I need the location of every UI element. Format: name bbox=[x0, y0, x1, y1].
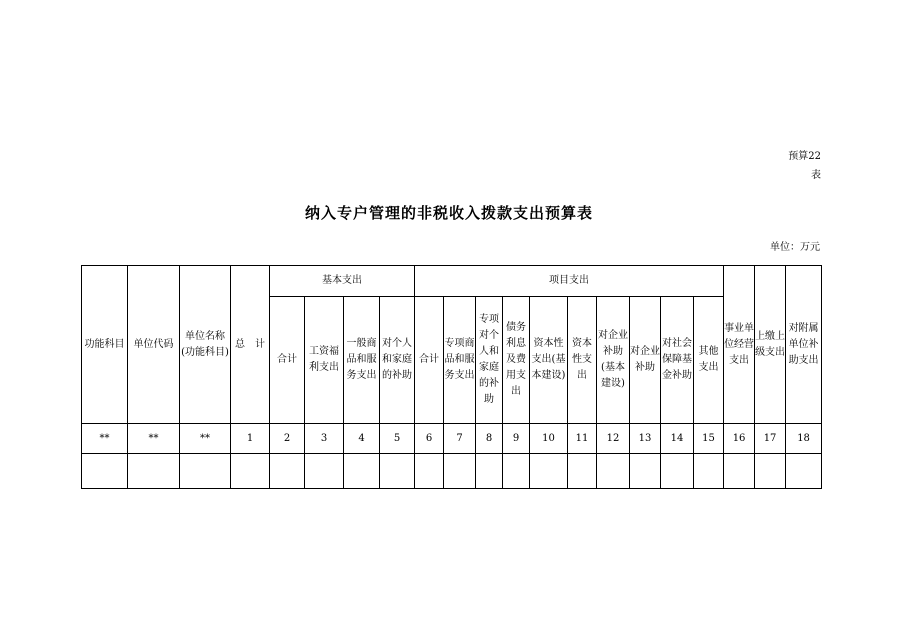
header-proj-goods: 专项商品和服务支出 bbox=[444, 297, 476, 424]
data-cell bbox=[530, 454, 568, 489]
index-cell: 9 bbox=[503, 424, 530, 454]
data-cell bbox=[661, 454, 694, 489]
index-cell: 3 bbox=[305, 424, 344, 454]
header-unit-code: 单位代码 bbox=[128, 266, 180, 424]
index-cell: 2 bbox=[270, 424, 305, 454]
data-cell bbox=[231, 454, 270, 489]
unit-label: 单位：万元 bbox=[770, 242, 820, 253]
header-proj-enterprise-basic: 对企业补助(基本建设) bbox=[597, 297, 630, 424]
data-cell bbox=[444, 454, 476, 489]
index-cell: 11 bbox=[568, 424, 597, 454]
header-proj-other: 其他支出 bbox=[694, 297, 724, 424]
data-cell bbox=[415, 454, 444, 489]
data-cell bbox=[755, 454, 786, 489]
header-total: 总 计 bbox=[231, 266, 270, 424]
data-cell bbox=[82, 454, 128, 489]
header-affiliated-subsidy: 对附属单位补助支出 bbox=[786, 266, 822, 424]
header-group-project: 项目支出 bbox=[415, 266, 724, 297]
header-proj-debt: 债务利息及费用支出 bbox=[503, 297, 530, 424]
data-cell bbox=[180, 454, 231, 489]
index-cell: 10 bbox=[530, 424, 568, 454]
data-cell bbox=[694, 454, 724, 489]
header-func-subject: 功能科目 bbox=[82, 266, 128, 424]
index-cell: 13 bbox=[630, 424, 661, 454]
index-cell: ** bbox=[180, 424, 231, 454]
header-proj-personal: 专项对个人和家庭的补助 bbox=[476, 297, 503, 424]
index-cell: ** bbox=[82, 424, 128, 454]
data-cell bbox=[503, 454, 530, 489]
form-number-line2: 表 bbox=[811, 170, 821, 181]
index-cell: ** bbox=[128, 424, 180, 454]
data-cell bbox=[630, 454, 661, 489]
header-unit-name-main: 单位名称 bbox=[185, 330, 225, 342]
page-title: 纳入专户管理的非税收入拨款支出预算表 bbox=[304, 204, 593, 222]
budget-table bbox=[81, 265, 822, 489]
index-cell: 6 bbox=[415, 424, 444, 454]
header-proj-capital-basic: 资本性支出(基本建设) bbox=[530, 297, 568, 424]
header-proj-capital: 资本性支出 bbox=[568, 297, 597, 424]
index-cell: 14 bbox=[661, 424, 694, 454]
index-cell: 12 bbox=[597, 424, 630, 454]
index-cell: 7 bbox=[444, 424, 476, 454]
data-cell bbox=[270, 454, 305, 489]
form-number bbox=[788, 147, 821, 185]
index-cell: 4 bbox=[344, 424, 380, 454]
header-basic-sum: 合计 bbox=[270, 297, 305, 424]
header-business-expense: 事业单位经营支出 bbox=[724, 266, 755, 424]
header-remit-upper: 上缴上级支出 bbox=[755, 266, 786, 424]
data-cell bbox=[568, 454, 597, 489]
table-row bbox=[82, 454, 822, 489]
data-cell bbox=[380, 454, 415, 489]
data-cell bbox=[724, 454, 755, 489]
index-cell: 8 bbox=[476, 424, 503, 454]
header-proj-enterprise: 对企业补助 bbox=[630, 297, 661, 424]
header-group-basic: 基本支出 bbox=[270, 266, 415, 297]
header-basic-personal: 对个人和家庭的补助 bbox=[380, 297, 415, 424]
header-proj-sum: 合计 bbox=[415, 297, 444, 424]
header-unit-name-sub: (功能科目) bbox=[181, 346, 229, 358]
header-basic-goods: 一般商品和服务支出 bbox=[344, 297, 380, 424]
data-cell bbox=[305, 454, 344, 489]
index-cell: 18 bbox=[786, 424, 822, 454]
data-cell bbox=[597, 454, 630, 489]
data-cell bbox=[786, 454, 822, 489]
data-cell bbox=[128, 454, 180, 489]
index-cell: 15 bbox=[694, 424, 724, 454]
header-basic-wages: 工资福利支出 bbox=[305, 297, 344, 424]
form-number-line1: 预算22 bbox=[788, 151, 821, 162]
data-cell bbox=[344, 454, 380, 489]
header-proj-social: 对社会保障基金补助 bbox=[661, 297, 694, 424]
index-cell: 1 bbox=[231, 424, 270, 454]
index-cell: 17 bbox=[755, 424, 786, 454]
index-cell: 16 bbox=[724, 424, 755, 454]
index-cell: 5 bbox=[380, 424, 415, 454]
data-cell bbox=[476, 454, 503, 489]
header-unit-name bbox=[180, 266, 231, 424]
